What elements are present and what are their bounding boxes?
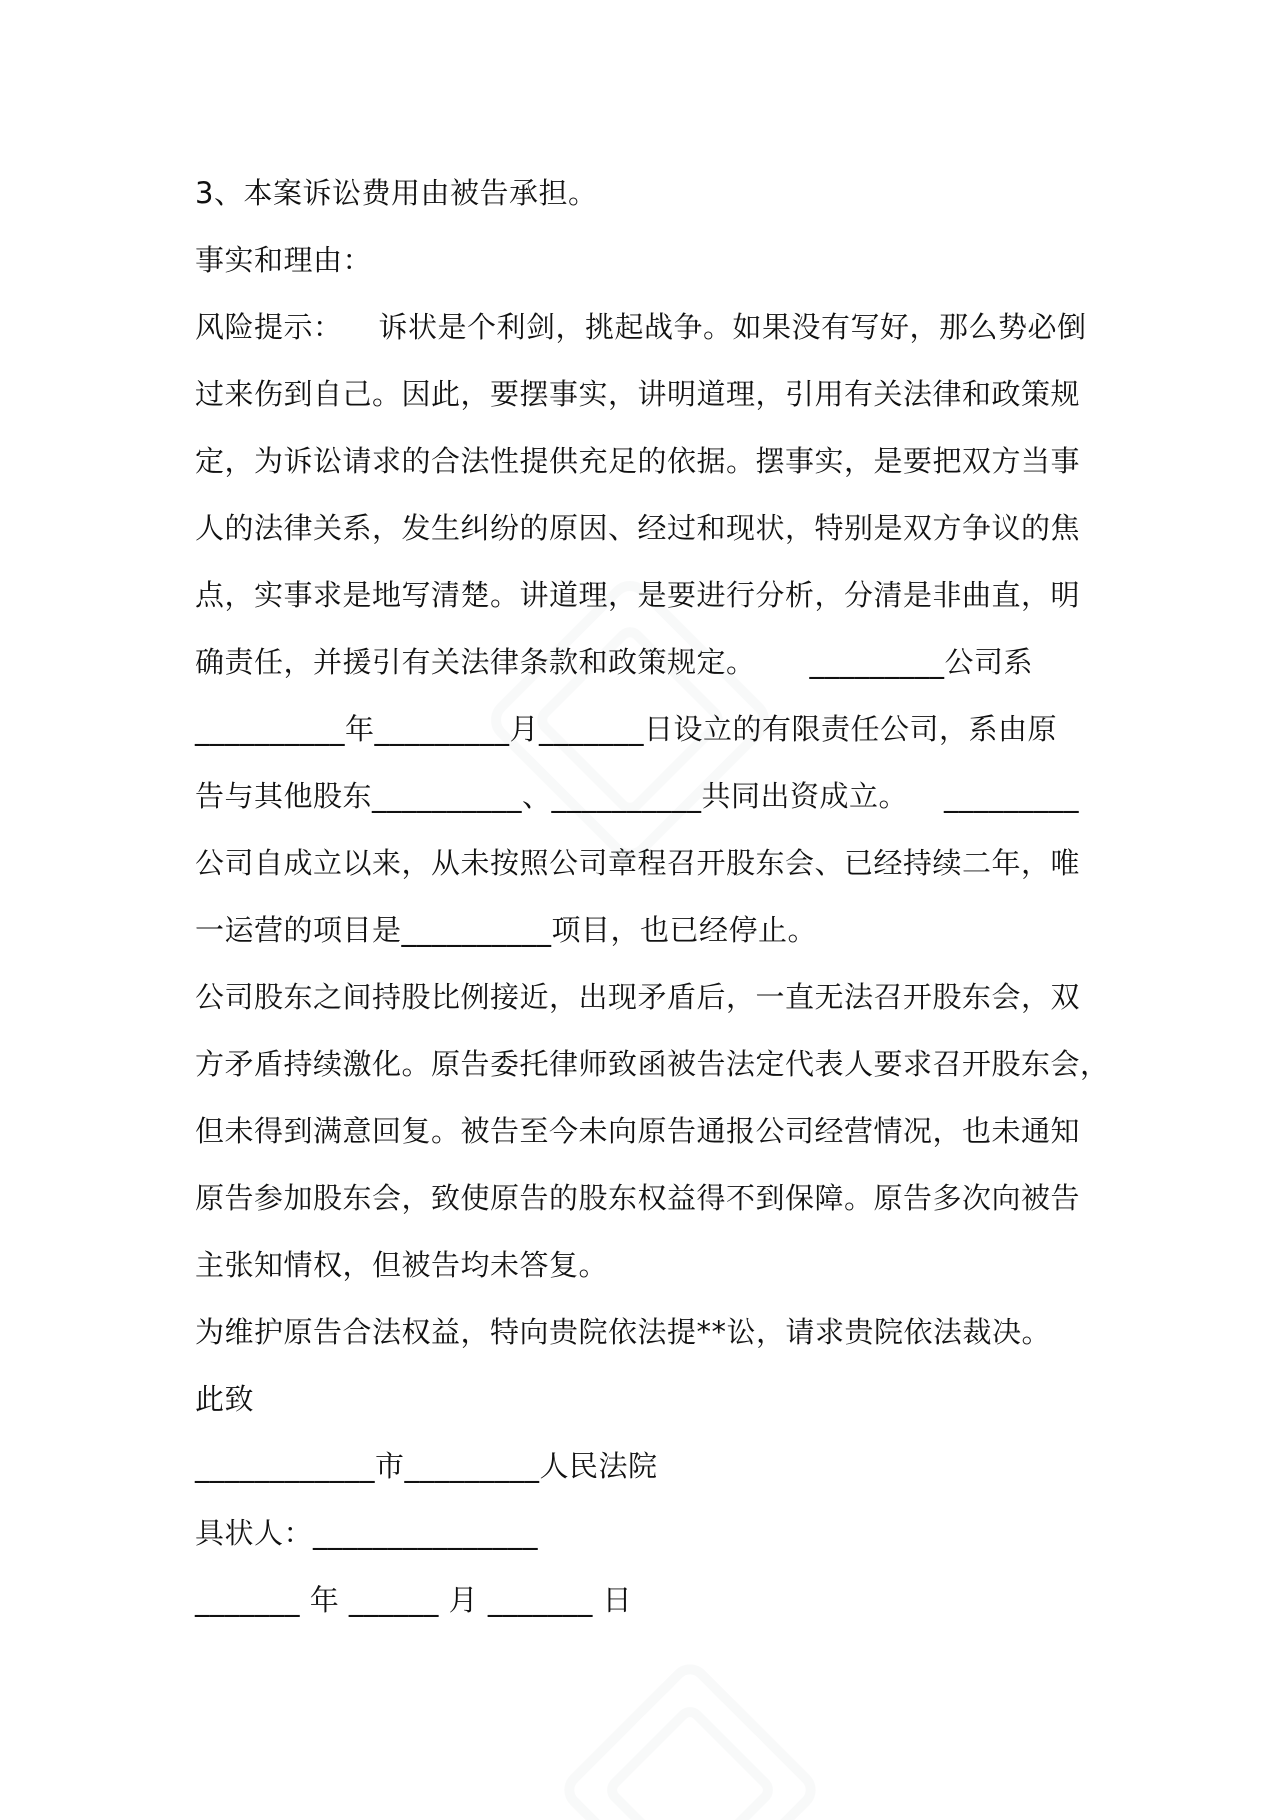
text-line: 方矛盾持续激化。原告委托律师致函被告法定代表人要求召开股东会， — [195, 1047, 1110, 1081]
document-body — [195, 160, 1110, 1634]
text-line — [195, 629, 1100, 696]
text-line — [195, 294, 1100, 361]
date-line: _______ 年 ______ 月 _______ 日 — [195, 1583, 633, 1617]
risk-text: 诉状是个利剑，挑起战争。如果没有写好，那么势必倒 — [378, 310, 1087, 344]
text-line: 3、本案诉讼费用由被告承担。 — [195, 176, 598, 210]
closing-salutation: 此致 — [195, 1382, 255, 1416]
section-heading: 事实和理由： — [195, 243, 373, 277]
diamond-watermark-icon — [560, 1640, 820, 1820]
text-line: 过来伤到自己。因此，要摆事实，讲明道理，引用有关法律和政策规 — [195, 377, 1081, 411]
text-line: 一运营的项目是__________项目，也已经停止。 — [195, 913, 818, 947]
text-line: 但未得到满意回复。被告至今未向原告通报公司经营情况，也未通知 — [195, 1114, 1081, 1148]
company-blank: _________ — [944, 779, 1080, 813]
text-line: __________年_________月_______日设立的有限责任公司，系由原 — [195, 712, 1058, 746]
text-line: 公司自成立以来，从未按照公司章程召开股东会、已经持续二年，唯 — [195, 846, 1081, 880]
court-addressee: ____________市_________人民法院 — [195, 1449, 658, 1483]
plaintiff-signature-line: 具状人：_______________ — [195, 1516, 539, 1550]
text-line — [195, 763, 1100, 830]
text-line: 为维护原告合法权益，特向贵院依法提**讼，请求贵院依法裁决。 — [195, 1315, 1052, 1349]
text-line: 人的法律关系，发生纠纷的原因、经过和现状，特别是双方争议的焦 — [195, 511, 1081, 545]
company-blank: _________公司系 — [809, 645, 1034, 679]
text-line: 定，为诉讼请求的合法性提供充足的依据。摆事实，是要把双方当事 — [195, 444, 1081, 478]
text-segment: 告与其他股东__________、__________共同出资成立。 — [195, 779, 909, 813]
text-line: 点，实事求是地写清楚。讲道理，是要进行分析，分清是非曲直，明 — [195, 578, 1081, 612]
risk-label: 风险提示： — [195, 310, 343, 344]
text-segment: 确责任，并援引有关法律条款和政策规定。 — [195, 645, 756, 679]
text-line: 原告参加股东会，致使原告的股东权益得不到保障。原告多次向被告 — [195, 1181, 1081, 1215]
text-line: 公司股东之间持股比例接近，出现矛盾后，一直无法召开股东会，双 — [195, 980, 1081, 1014]
text-line: 主张知情权，但被告均未答复。 — [195, 1248, 609, 1282]
